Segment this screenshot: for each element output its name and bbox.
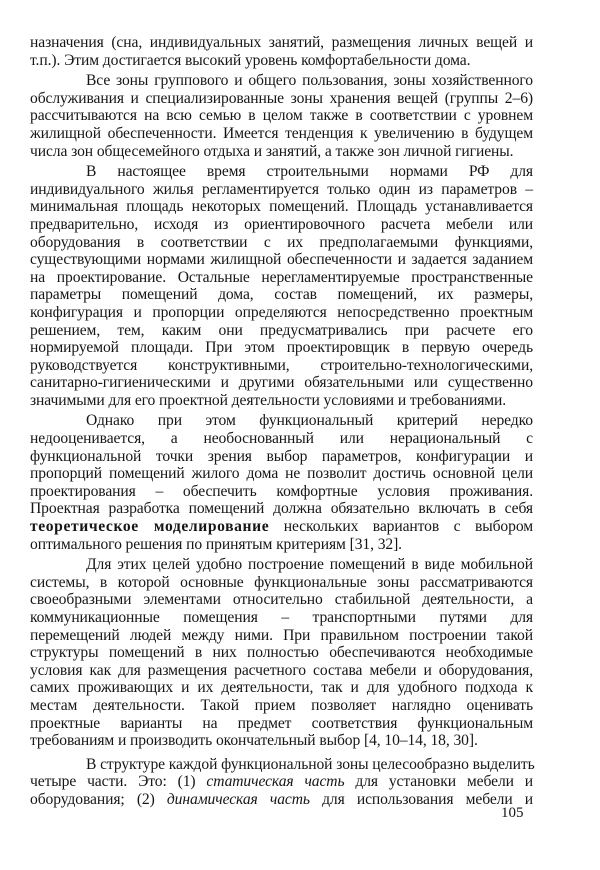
text-line: т.п.). Этим достигается высокий уровень комфортабельности дома. — [30, 51, 471, 69]
page-number: 105 — [501, 805, 524, 821]
text-line — [30, 518, 533, 536]
text-line: перемещений людей между ними. При правильном построении такой — [30, 626, 533, 644]
text-line: Проектная разработка помещений должна обязательно включать в себя — [30, 500, 533, 518]
text-line: санитарно-гигиеническими и другими обязательными или существенно — [30, 374, 533, 392]
text-line: В структуре каждой функциональной зоны целесообразно выделить — [86, 755, 535, 773]
text-line: обслуживания и специализированные зоны хранения вещей (группы 2–6) — [30, 89, 533, 107]
paragraph-1 — [30, 34, 533, 69]
text-fragment: четыре части. Это: (1) — [30, 773, 207, 791]
text-line: руководствуется конструктивными, строительно-технологическими, — [30, 356, 533, 374]
text-line: Все зоны группового и общего пользования, зоны хозяйственного — [86, 72, 533, 90]
text-line: оптимального решения по принятым критериям [31, 32]. — [30, 535, 402, 553]
text-line: требованиям и производить окончательный выбор [4, 10–14, 18, 30]. — [30, 732, 478, 750]
text-fragment: для установки мебели и — [344, 773, 533, 791]
text-line: оборудования в соответствии с их предполагаемыми функциями, — [30, 233, 533, 251]
text-line: структуры помещений в них полностью обеспечиваются необходимые — [30, 644, 533, 662]
text-line: минимальная площадь некоторых помещений. Площадь устанавливается — [30, 198, 533, 216]
text-line: существующими нормами жилищной обеспеченности и задается заданием — [30, 251, 533, 269]
text-line: проектирования – обеспечить комфортные условия проживания. — [30, 482, 533, 500]
paragraph-3 — [30, 163, 533, 409]
paragraph-4 — [30, 412, 533, 553]
text-line: индивидуального жилья регламентируется только один из параметров – — [30, 180, 533, 198]
text-line — [30, 773, 533, 791]
text-line: на проектирование. Остальные нерегламентируемые пространственные — [30, 268, 533, 286]
text-line: Однако при этом функциональный критерий нередко — [86, 412, 533, 430]
text-line: своеобразными элементами относительно стабильной деятельности, а — [30, 591, 533, 609]
text-line: нормируемой площади. При этом проектировщик в первую очередь — [30, 339, 533, 357]
text-line: конфигурация и пропорции определяются непосредственно проектным — [30, 303, 533, 321]
italic-term: статическая часть — [206, 773, 345, 791]
bold-term: теоретическое моделирование — [30, 518, 270, 536]
text-line: жилищной обеспеченности. Имеется тенденция к увеличению в будущем — [30, 124, 533, 142]
text-line — [30, 791, 533, 809]
text-line: самих проживающих и их деятельности, так и для удобного подхода к — [30, 679, 533, 697]
text-line: предварительно, исходя из ориентировочного расчета мебели или — [30, 215, 533, 233]
text-line: назначения (сна, индивидуальных занятий, размещения личных вещей и — [30, 34, 533, 51]
paragraph-6 — [30, 756, 533, 809]
paragraph-5 — [30, 556, 533, 750]
text-line: условия как для размещения расчетного состава мебели и оборудования, — [30, 661, 533, 679]
text-line: рассчитываются на всю семью в целом также в соответствии с уровнем — [30, 107, 533, 125]
text-fragment: оборудования; (2) — [30, 790, 167, 808]
text-line: системы, в которой основные функциональные зоны рассматриваются — [30, 573, 533, 591]
text-fragment: нескольких вариантов с выбором — [269, 518, 533, 536]
paragraph-2 — [30, 72, 533, 160]
text-line: местам деятельности. Такой прием позволяет наглядно оценивать — [30, 696, 533, 714]
text-line: В настоящее время строительными нормами РФ для — [86, 163, 533, 181]
text-line: Для этих целей удобно построение помещений в виде мобильной — [86, 556, 533, 574]
text-fragment: для использования мебели и — [309, 790, 534, 808]
text-line: пропорций помещений жилого дома не позволит достичь основной цели — [30, 465, 533, 483]
italic-term: динамическая часть — [166, 790, 310, 808]
document-page — [30, 34, 533, 809]
text-line: параметры помещений дома, состав помещений, их размеры, — [30, 286, 533, 304]
text-line: числа зон общесемейного отдыха и занятий, а также зон личной гигиены. — [30, 142, 514, 160]
text-line: значимыми для его проектной деятельности условиями и требованиями. — [30, 391, 507, 409]
text-line: недооценивается, а необоснованный или нерациональный с — [30, 430, 533, 448]
text-line: решением, тем, каким они предусматривались при расчете его — [30, 321, 533, 339]
text-line: функциональной точки зрения выбор параметров, конфигурации и — [30, 447, 533, 465]
text-line: коммуникационные помещения – транспортными путями для — [30, 609, 533, 626]
text-line: проектные варианты на предмет соответствия функциональным — [30, 714, 533, 732]
